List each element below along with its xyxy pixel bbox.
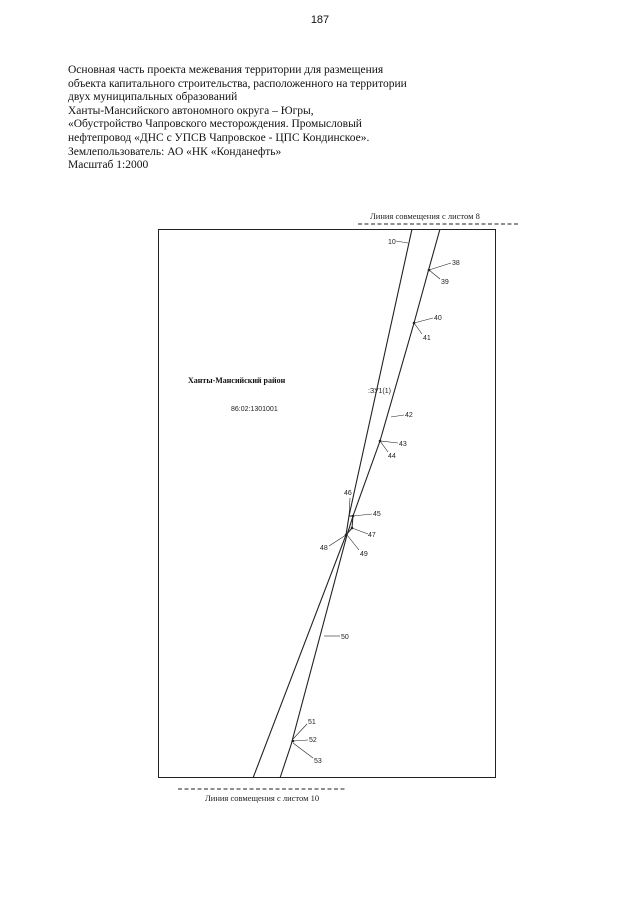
point-label-45: 45 bbox=[373, 511, 381, 518]
point-label-47: 47 bbox=[368, 532, 376, 539]
cadastral-block-label: 86:02:1301001 bbox=[231, 406, 278, 413]
point-label-42: 42 bbox=[405, 412, 413, 419]
point-label-48: 48 bbox=[320, 545, 328, 552]
point-label-43: 43 bbox=[399, 441, 407, 448]
top-join-label: Линия совмещения с листом 8 bbox=[370, 211, 480, 221]
header-line-4: Ханты-Мансийского автономного округа – Югры, bbox=[68, 104, 314, 117]
header-line-3: двух муниципальных образований bbox=[68, 91, 238, 104]
bottom-join-label: Линия совмещения с листом 10 bbox=[205, 793, 320, 803]
corridor-left-boundary bbox=[253, 229, 412, 778]
header-line-1: Основная часть проекта межевания территории для размещения bbox=[68, 64, 384, 76]
point-leaders bbox=[293, 241, 451, 758]
header-line-7: Землепользователь: АО «НК «Конданефть» bbox=[68, 145, 282, 158]
point-label-53: 53 bbox=[314, 758, 322, 765]
point-label-46: 46 bbox=[344, 490, 352, 497]
parcel-label: :ЗУ1(1) bbox=[368, 388, 391, 395]
point-label-52: 52 bbox=[309, 737, 317, 744]
point-label-49: 49 bbox=[360, 551, 368, 558]
point-label-51: 51 bbox=[308, 719, 316, 726]
header-line-6: нефтепровод «ДНС с УПСВ Чапровское - ЦПС Кондинское». bbox=[68, 131, 370, 144]
point-label-10: 10 bbox=[388, 239, 396, 246]
point-label-40: 40 bbox=[434, 315, 442, 322]
header-line-2: объекта капитального строительства, расположенного на территории bbox=[68, 77, 407, 90]
point-label-39: 39 bbox=[441, 279, 449, 286]
point-label-38: 38 bbox=[452, 260, 460, 267]
corridor-right-boundary bbox=[280, 229, 440, 778]
point-label-50: 50 bbox=[341, 634, 349, 641]
header-line-5: «Обустройство Чапровского месторождения. Промысловый bbox=[68, 118, 362, 131]
page-number: 187 bbox=[310, 14, 330, 26]
point-label-44: 44 bbox=[388, 453, 396, 460]
header-line-8: Масштаб 1:2000 bbox=[68, 159, 149, 172]
district-label: Ханты-Мансийский район bbox=[188, 376, 286, 385]
point-label-41: 41 bbox=[423, 335, 431, 342]
